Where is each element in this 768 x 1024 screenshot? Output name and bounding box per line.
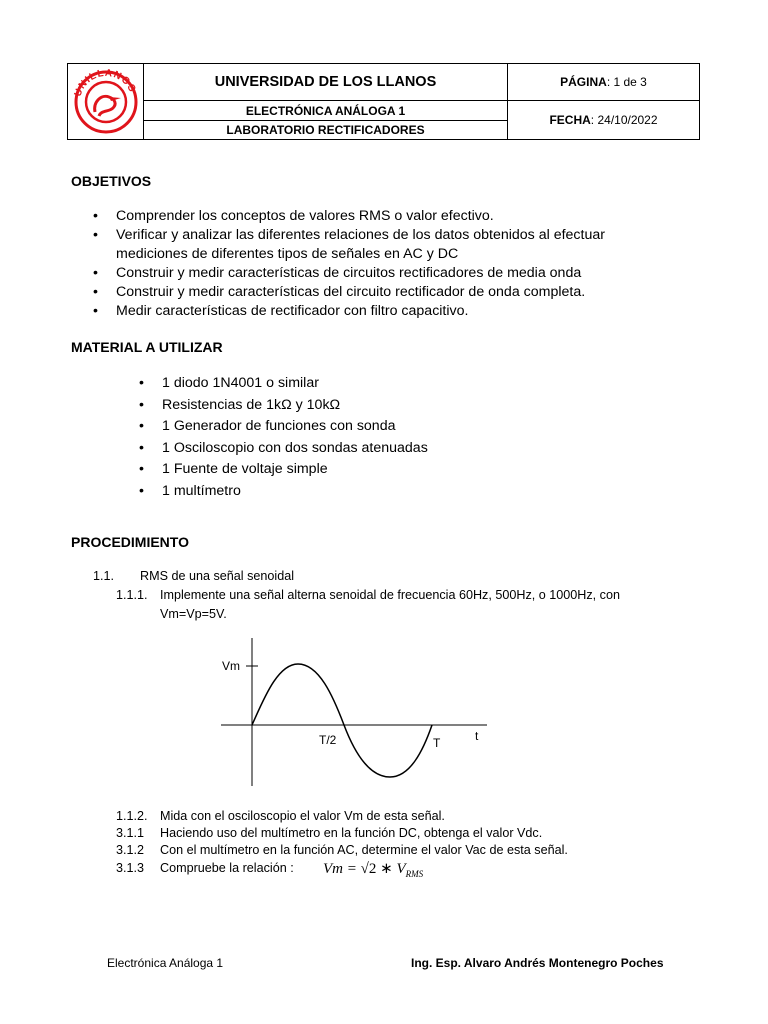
date-value: : 24/10/2022	[590, 113, 658, 127]
list-item: • Comprender los conceptos de valores RMS o valor efectivo.	[93, 208, 494, 224]
materials-heading: MATERIAL A UTILIZAR	[71, 339, 223, 355]
time-axis-label: t	[475, 729, 479, 743]
step-number: 3.1.1	[116, 826, 145, 840]
step-text: Con el multímetro en la función AC, determine el valor Vac de esta señal.	[160, 843, 568, 857]
date	[508, 101, 700, 140]
list-item: • 1 Fuente de voltaje simple	[139, 461, 328, 477]
list-item: • Verificar y analizar las diferentes relaciones de los datos obtenidos al efectuar mediciones de diferentes tipos de señales en AC y DC	[93, 227, 605, 262]
half-period-label: T/2	[319, 733, 337, 747]
step-1-1-1	[116, 588, 620, 621]
university-name: UNIVERSIDAD DE LOS LLANOS	[144, 64, 508, 101]
rms-formula: Vm = √2 ∗ $V_{RMS}$	[323, 861, 424, 879]
step-1-1	[93, 569, 295, 583]
step-number: 1.1.	[93, 569, 115, 583]
period-label: T	[433, 736, 441, 750]
list-item: • Construir y medir características del circuito rectificador de onda completa.	[93, 284, 586, 300]
objectives-heading: OBJETIVOS	[71, 173, 152, 189]
header-table	[67, 63, 700, 140]
objectives-list	[93, 207, 676, 321]
sine-wave-figure	[215, 636, 495, 790]
procedure-heading: PROCEDIMIENTO	[71, 534, 189, 550]
footer-author: Ing. Esp. Alvaro Andrés Montenegro Poches	[411, 956, 664, 970]
list-item: • 1 diodo 1N4001 o similar	[139, 375, 319, 391]
step-text: Mida con el osciloscopio el valor Vm de esta señal.	[160, 809, 445, 823]
step-3-1-3	[116, 861, 424, 879]
date-label: FECHA	[549, 113, 591, 127]
list-item: • Construir y medir características de circuitos rectificadores de media onda	[93, 265, 582, 281]
list-item: • Resistencias de 1kΩ y 10kΩ	[139, 396, 341, 413]
course-name: ELECTRÓNICA ANÁLOGA 1	[144, 101, 508, 121]
step-3-1-2	[116, 843, 568, 857]
footer-course: Electrónica Análoga 1	[107, 956, 224, 970]
materials-list	[139, 373, 428, 502]
step-1-1-2	[116, 809, 445, 823]
vm-label: Vm	[222, 659, 240, 673]
step-number: 1.1.2.	[116, 809, 148, 823]
step-text-cont: Vm=Vp=5V.	[160, 607, 227, 621]
list-item: • 1 Generador de funciones con sonda	[139, 418, 396, 434]
lab-name: LABORATORIO RECTIFICADORES	[144, 121, 508, 140]
list-item: • Medir características de rectificador con filtro capacitivo.	[93, 303, 469, 319]
page-value: : 1 de 3	[606, 75, 647, 89]
step-number: 3.1.3	[116, 861, 145, 875]
step-3-1-1	[116, 826, 543, 840]
page-number	[508, 64, 700, 101]
step-number: 3.1.2	[116, 843, 145, 857]
step-text: Haciendo uso del multímetro en la función DC, obtenga el valor Vdc.	[160, 826, 543, 840]
logo-text: UNILLANOS	[72, 67, 138, 99]
page-label: PÁGINA	[560, 75, 607, 89]
step-text: RMS de una señal senoidal	[140, 569, 295, 583]
list-item: • 1 Osciloscopio con dos sondas atenuadas	[139, 439, 428, 456]
step-text: Compruebe la relación :	[160, 861, 294, 875]
list-item: • 1 multímetro	[139, 482, 241, 499]
sine-curve	[252, 664, 432, 777]
step-number: 1.1.1.	[116, 588, 148, 602]
step-text: Implemente una señal alterna senoidal de frecuencia 60Hz, 500Hz, o 1000Hz, con	[160, 588, 620, 602]
logo-cell	[68, 64, 144, 140]
university-logo	[71, 64, 141, 134]
